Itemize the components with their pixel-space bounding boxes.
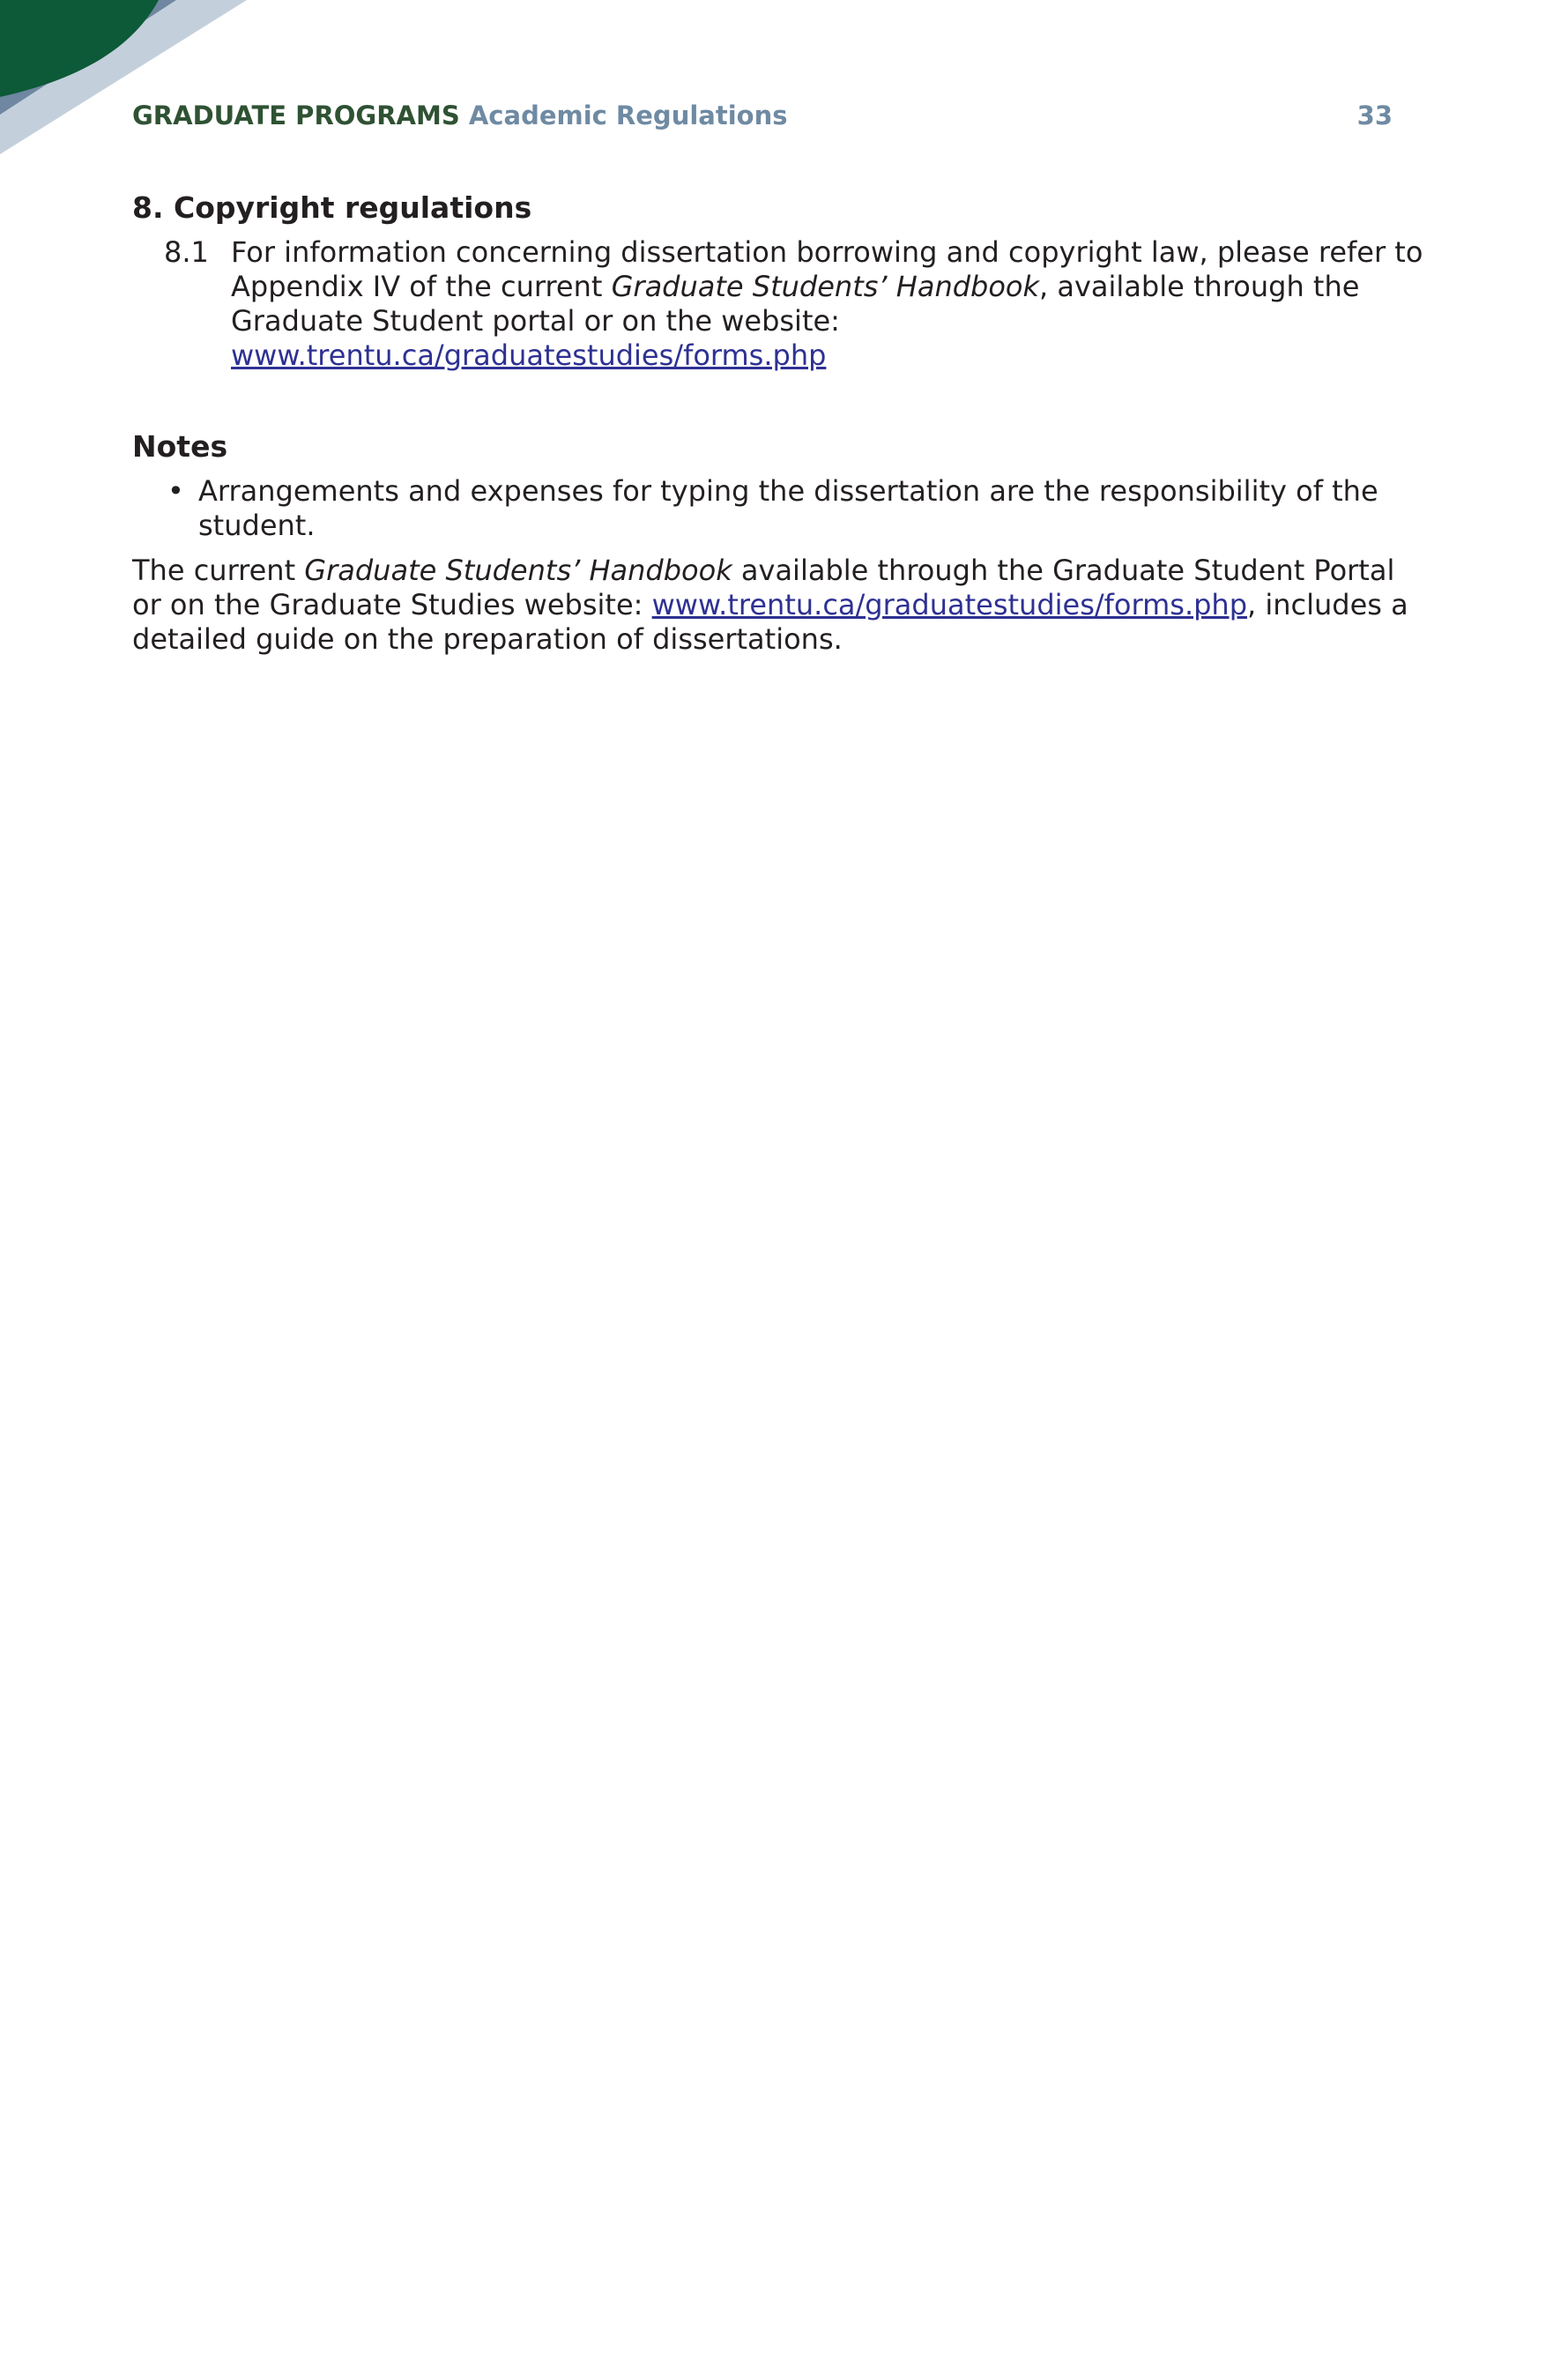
notes-paragraph [132, 554, 1428, 657]
paragraph-text-middle: available through the Graduate Student Portal or on the Graduate Studies website: [132, 554, 1395, 621]
bullet-text: Arrangements and expenses for typing the dissertation are the responsibility of the student. [198, 474, 1378, 542]
header-section: Academic Regulations [468, 100, 788, 130]
forms-link[interactable]: www.trentu.ca/graduatestudies/forms.php [231, 338, 827, 372]
item-text-before: For information concerning dissertation borrowing and copyright law, please refer to Appendix IV of the current [231, 235, 1423, 303]
section-heading-copyright: 8. Copyright regulations [132, 190, 532, 225]
regulation-item-8-1 [132, 235, 1428, 373]
notes-bullet-item [132, 474, 1428, 543]
bullet-icon: • [167, 474, 184, 508]
handbook-title: Graduate Students’ Handbook [304, 554, 732, 587]
paragraph-text-after: , includes a detailed guide on the preparation of dissertations. [132, 588, 1408, 656]
handbook-title: Graduate Students’ Handbook [611, 270, 1040, 303]
page-header [132, 100, 1393, 136]
forms-link[interactable]: www.trentu.ca/graduatestudies/forms.php [651, 588, 1248, 621]
paragraph-text-before: The current [132, 554, 305, 587]
header-program: GRADUATE PROGRAMS [132, 100, 460, 130]
notes-heading: Notes [132, 429, 228, 464]
item-number: 8.1 [164, 235, 209, 269]
page-content [132, 189, 1428, 657]
page-number: 33 [1356, 100, 1393, 130]
item-text-after: , available through the Graduate Student portal or on the website: [231, 270, 1360, 338]
